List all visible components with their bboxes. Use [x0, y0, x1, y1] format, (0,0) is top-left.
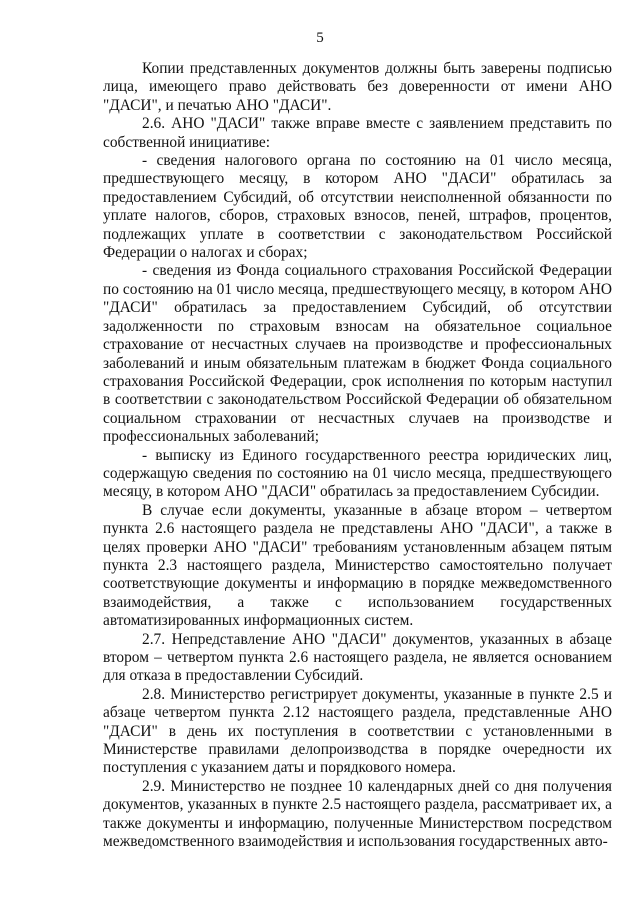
document-body — [103, 60, 612, 851]
list-item-legal-entities-register-extract: - выписку из Единого государственного реестра юридических лиц, содержащую сведения по состоянию на 01 число месяца, предшествующего месяцу, в котором АНО "ДАСИ" обратилась за предоставлением Субсидии. — [103, 446, 612, 501]
page-number: 5 — [316, 30, 324, 46]
paragraph-copies-certification: Копии представленных документов должны быть заверены подписью лица, имеющего право действовать без доверенности от имени АНО "ДАСИ", и печатью АНО "ДАСИ". — [103, 60, 612, 114]
paragraph-ministry-obtains-documents: В случае если документы, указанные в абзаце втором – четвертом пункта 2.6 настоящего раздела не представлены АНО "ДАСИ", а также в целях проверки АНО "ДАСИ" требованиям установленным абзацем пятым пункта 2.3 настоящего раздела, Министерство самостоятельно получает соответствующие документы и информацию в порядке межведомственного взаимодействия, а также с использованием государственных автоматизированных информационных систем. — [103, 501, 612, 630]
paragraph-2-6: 2.6. АНО "ДАСИ" также вправе вместе с заявлением представить по собственной инициативе: — [103, 115, 612, 151]
paragraph-2-7: 2.7. Непредставление АНО "ДАСИ" документов, указанных в абзаце втором – четвертом пункта 2.6 настоящего раздела, не является основанием для отказа в предоставлении Субсидий. — [103, 630, 612, 685]
paragraph-2-9: 2.9. Министерство не позднее 10 календарных дней со дня получения документов, указанных в пункте 2.5 настоящего раздела, рассматривает их, а также документы и информацию, полученные Министерством посредством межведомственного взаимодействия и использования государственных авто- — [103, 777, 612, 851]
list-item-tax-authority-info: - сведения налогового органа по состоянию на 01 число месяца, предшествующего месяцу, в котором АНО "ДАСИ" обратилась за предоставлением Субсидий, об отсутствии неисполненной обязанности по уплате налогов, сборов, страховых взносов, пеней, штрафов, процентов, подлежащих уплате в соответствии с законодательством Российской Федерации о налогах и сборах; — [103, 152, 612, 262]
paragraph-2-8: 2.8. Министерство регистрирует документы, указанные в пункте 2.5 и абзаце четвертом пункта 2.12 настоящего раздела, представленные АНО "ДАСИ" в день их поступления в соответствии с установленными в Министерстве правилами делопроизводства в порядке очередности их поступления с указанием даты и порядкового номера. — [103, 685, 612, 777]
list-item-social-insurance-fund-info: - сведения из Фонда социального страхования Российской Федерации по состоянию на 01 число месяца, предшествующего месяцу, в котором АНО "ДАСИ" обратилась за предоставлением Субсидий, об отсутствии задолженности по страховым взносам на обязательное социальное страхование от несчастных случаев на производстве и профессиональных заболеваний и иным обязательным платежам в бюджет Фонда социального страхования Российской Федерации, срок исполнения по которым наступил в соответствии с законодательством Российской Федерации об обязательном социальном страховании от несчастных случаев на производстве и профессиональных заболеваний; — [103, 262, 612, 446]
